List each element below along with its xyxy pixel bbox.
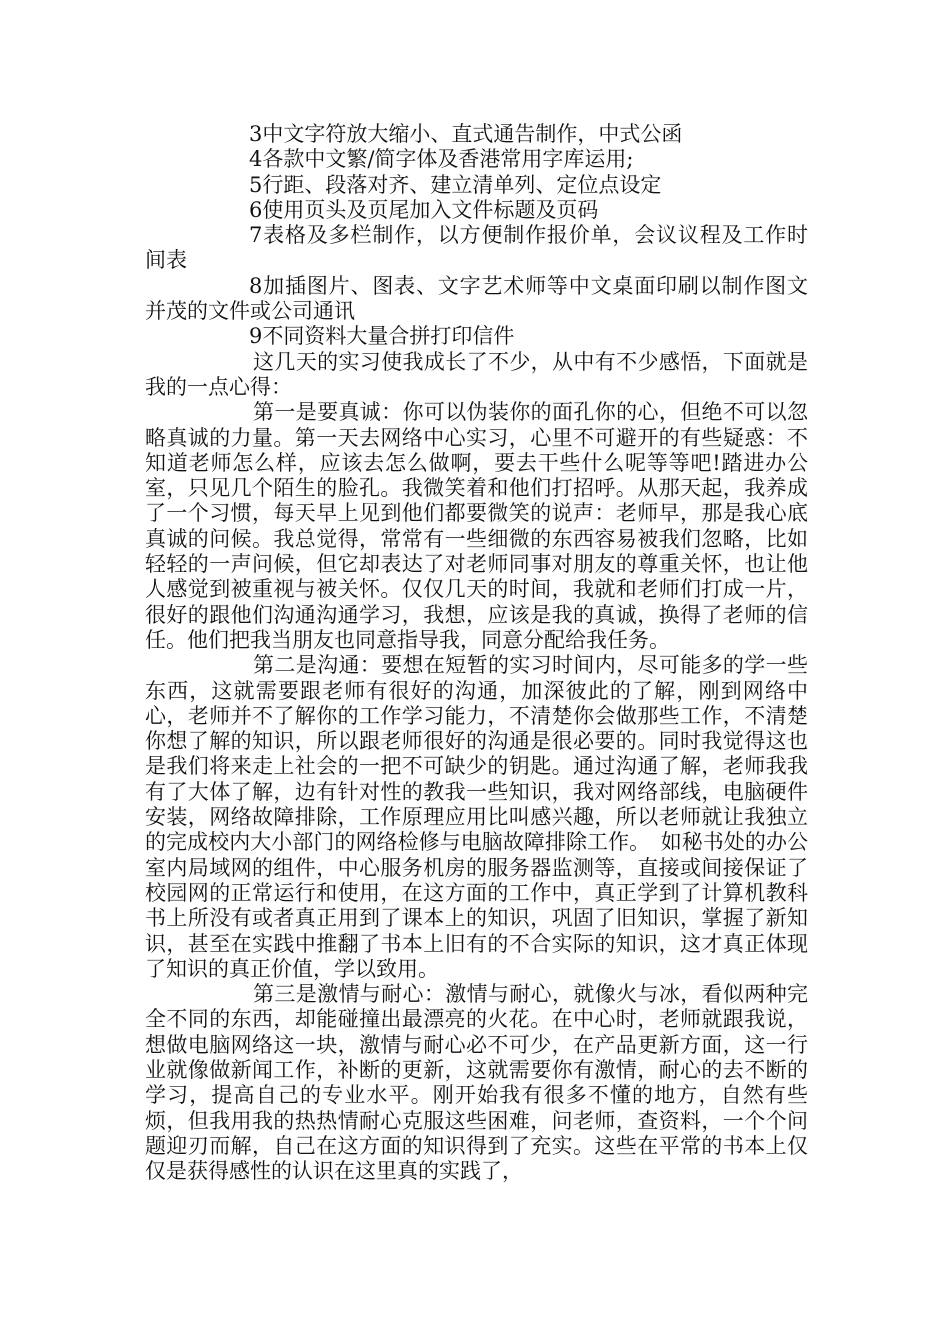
paragraph-sincerity: 第一是要真诚：你可以伪装你的面孔你的心，但绝不可以忽略真诚的力量。第一天去网络中心实习，心里不可避开的有些疑惑：不知道老师怎么样，应该去怎么做啊，要去干些什么呢等等吧!踏进办公室，只见几个陌生的脸孔。我微笑着和他们打招呼。从那天起，我养成了一个习惯，每天早上见到他们都要微笑的说声：老师早，那是我心底真诚的问候。我总觉得，常常有一些细微的东西容易被我们忽略，比如轻轻的一声问候，但它却表达了对老师同事对朋友的尊重关怀，也让他人感觉到被重视与被关怀。仅仅几天的时间，我就和老师们打成一片，很好的跟他们沟通沟通学习，我想，应该是我的真诚，换得了老师的信任。他们把我当朋友也同意指导我，同意分配给我任务。 (145, 400, 808, 652)
list-item: 7表格及多栏制作，以方便制作报价单，会议议程及工作时间表 (145, 223, 808, 273)
list-item: 4各款中文繁/简字体及香港常用字库运用; (249, 147, 634, 172)
list-item: 9不同资料大量合拼打印信件 (249, 324, 515, 349)
list-item: 8加插图片、图表、文字艺术师等中文桌面印刷以制作图文并茂的文件或公司通讯 (145, 273, 808, 324)
paragraph-passion-patience: 第三是激情与耐心：激情与耐心，就像火与冰，看似两种完全不同的东西，却能碰撞出最漂亮的火花。在中心时，老师就跟我说，想做电脑网络这一块，激情与耐心必不可少，在产品更新方面，这一行业就像做新闻工作，补断的更新，这就需要你有激情，耐心的去不断的学习，提高自己的专业水平。刚开始我有很多不懂的地方，自然有些烦，但我用我的热热情耐心克服这些困难，问老师，查资料，一个个问题迎刃而解，自己在这方面的知识得到了充实。这些在平常的书本上仅仅是获得感性的认识在这里真的实践了， (145, 982, 808, 1184)
intro-paragraph: 这几天的实习使我成长了不少，从中有不少感悟，下面就是我的一点心得： (145, 349, 808, 399)
document-body (145, 122, 808, 1184)
list-item: 6使用页头及页尾加入文件标题及页码 (249, 197, 599, 222)
paragraph-communication: 第二是沟通：要想在短暂的实习时间内，尽可能多的学一些东西，这就需要跟老师有很好的沟通，加深彼此的了解，刚到网络中心，老师并不了解你的工作学习能力，不清楚你会做那些工作，不清楚你想了解的知识，所以跟老师很好的沟通是很必要的。同时我觉得这也是我们将来走上社会的一把不可缺少的钥匙。通过沟通了解，老师我我有了大体了解，边有针对性的教我一些知识，我对网络部线，电脑硬件安装，网络故障排除，工作原理应用比叫感兴趣，所以老师就让我独立的完成校内大小部门的网络检修与电脑故障排除工作。 如秘书处的办公室内局域网的组件，中心服务机房的服务器监测等，直接或间接保证了校园网的正常运行和使用，在这方面的工作中，真正学到了计算机教科书上所没有或者真正用到了课本上的知识，巩固了旧知识，掌握了新知识，甚至在实践中推翻了书本上旧有的不合实际的知识，这才真正体现了知识的真正价值，学以致用。 (145, 653, 808, 981)
list-item: 5行距、段落对齐、建立清单列、定位点设定 (249, 172, 662, 197)
list-item: 3中文字符放大缩小、直式通告制作，中式公函 (249, 122, 683, 146)
